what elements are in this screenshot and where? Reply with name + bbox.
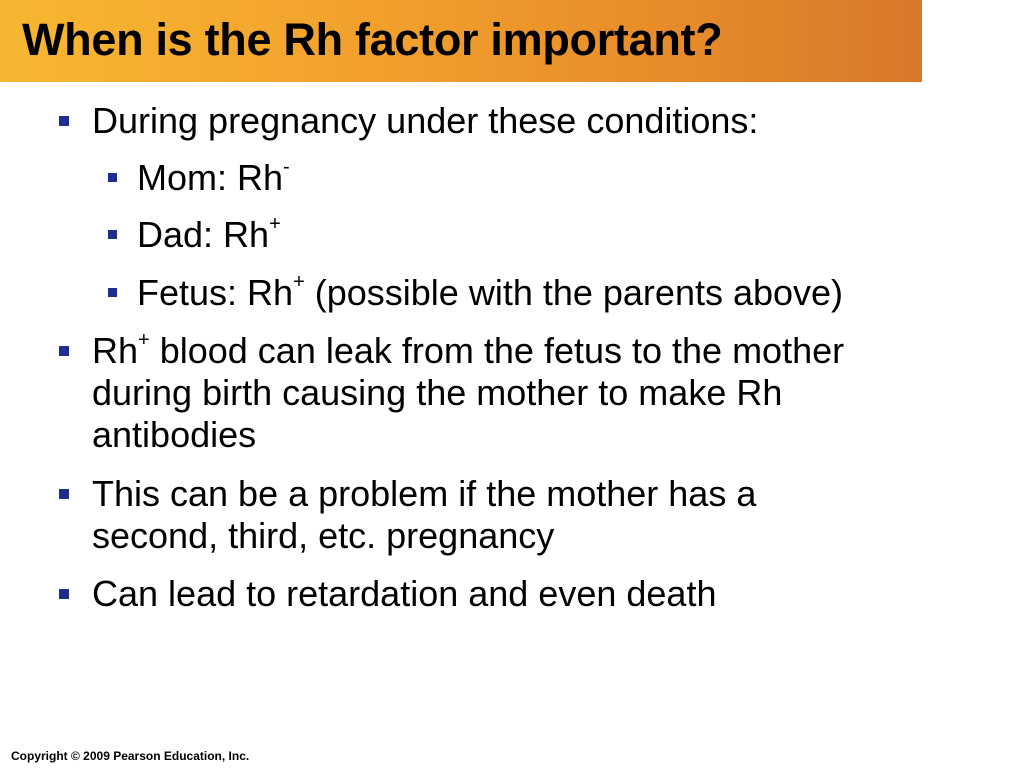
copyright-footer: Copyright © 2009 Pearson Education, Inc. (11, 749, 250, 763)
sub-bullet-fetus (137, 272, 843, 314)
square-bullet-icon (59, 589, 69, 599)
bullet-rh-blood-leak (92, 330, 844, 456)
superscript: + (269, 213, 281, 235)
sub-bullet-text: Dad: Rh (137, 214, 270, 255)
slide-title: When is the Rh factor important? (22, 14, 723, 65)
bullet-line-2: second, third, etc. pregnancy (92, 515, 555, 556)
superscript: - (283, 156, 290, 178)
bullet-line-2: during birth causing the mother to make Rh (92, 372, 783, 413)
sub-bullet-text-suffix: (possible with the parents above) (304, 272, 844, 313)
square-bullet-icon (108, 230, 117, 239)
sub-bullet-text: Mom: Rh (137, 157, 284, 198)
superscript: + (293, 271, 305, 293)
bullet-line-1: This can be a problem if the mother has a (92, 473, 757, 514)
square-bullet-icon (108, 173, 117, 182)
square-bullet-icon (59, 489, 69, 499)
bullet-text: Can lead to retardation and even death (92, 573, 717, 614)
bullet-text: During pregnancy under these conditions: (92, 100, 759, 141)
bullet-pregnancy-conditions (92, 100, 758, 142)
square-bullet-icon (108, 288, 117, 297)
bullet-text-rest: blood can leak from the fetus to the mother (149, 330, 845, 371)
sub-bullet-text: Fetus: Rh (137, 272, 294, 313)
square-bullet-icon (59, 346, 69, 356)
bullet-text: Rh (92, 330, 139, 371)
bullet-second-pregnancy-problem (92, 473, 756, 557)
bullet-line-1 (92, 330, 844, 372)
bullet-retardation-death (92, 573, 716, 615)
sub-bullet-mom (137, 157, 290, 199)
superscript: + (138, 329, 150, 351)
square-bullet-icon (59, 116, 69, 126)
sub-bullet-dad (137, 214, 281, 256)
bullet-line-3: antibodies (92, 414, 257, 455)
